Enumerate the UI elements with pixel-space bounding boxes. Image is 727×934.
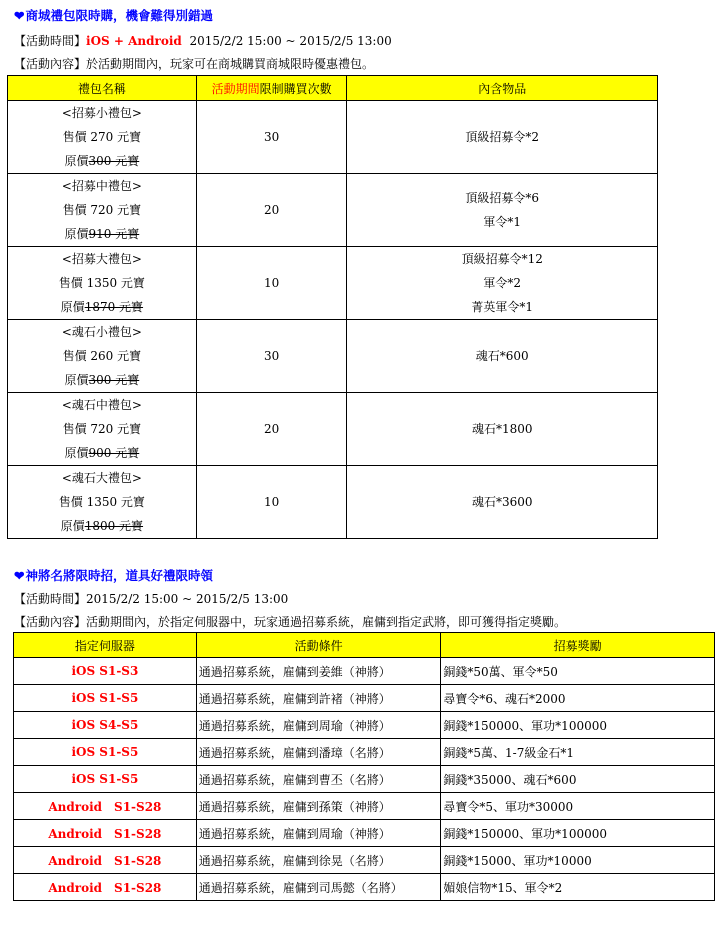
section1-content: 【活動內容】於活動期間內，玩家可在商城購買商城限時優惠禮包。	[14, 57, 375, 71]
purchase-limit: 20	[196, 393, 347, 466]
server-range: iOS S1-S5	[14, 685, 197, 712]
pack-item: 魂石*600	[475, 349, 529, 363]
original-price-value: 910 元寶	[88, 227, 140, 241]
recruit-condition: 通過招募系統，雇傭到周瑜（神將）	[196, 712, 441, 739]
purchase-limit: 10	[196, 466, 347, 539]
pack-original-price	[8, 368, 196, 392]
pack-items-cell	[347, 320, 658, 393]
pack-info-cell	[8, 174, 197, 247]
pack-info-cell	[8, 466, 197, 539]
pack-items-cell	[347, 174, 658, 247]
pack-info-cell	[8, 320, 197, 393]
server-range: iOS S1-S3	[14, 658, 197, 685]
gift-table-row	[8, 466, 658, 539]
pack-info-cell	[8, 247, 197, 320]
gift-table-row	[8, 393, 658, 466]
recruit-reward: 銅錢*5萬、1-7級金石*1	[441, 739, 715, 766]
pack-sale-price: 售價 1350 元寶	[58, 495, 145, 509]
original-price-prefix: 原價	[64, 446, 89, 460]
platform-label: iOS + Android	[86, 34, 182, 48]
gift-table-row	[8, 320, 658, 393]
reward-table-header	[14, 633, 715, 658]
pack-name: <魂石中禮包>	[61, 398, 142, 412]
gift-table-row	[8, 247, 658, 320]
pack-name: <招募小禮包>	[61, 106, 142, 120]
pack-items-cell	[347, 247, 658, 320]
pack-name: <招募中禮包>	[61, 179, 142, 193]
section2-title: ❤神將名將限時招，道具好禮限時領	[14, 568, 213, 583]
reward-table-row	[14, 847, 715, 874]
pack-info-cell	[8, 393, 197, 466]
pack-sale-price: 售價 270 元寶	[62, 130, 142, 144]
recruit-reward: 尋寶令*6、魂石*2000	[441, 685, 715, 712]
original-price-prefix: 原價	[60, 519, 85, 533]
original-price-value: 1870 元寶	[84, 300, 144, 314]
section1-title: ❤商城禮包限時購，機會難得別錯過	[14, 8, 213, 23]
original-price-value: 300 元寶	[88, 373, 140, 387]
reward-table-row	[14, 658, 715, 685]
header-server: 指定伺服器	[14, 633, 197, 658]
section1-time: 【活動時間】iOS + Android 2015/2/2 15:00 ~ 2015/2/5 13:00	[14, 34, 392, 48]
pack-original-price	[8, 514, 196, 538]
purchase-limit: 10	[196, 247, 347, 320]
pack-name: <魂石大禮包>	[61, 471, 142, 485]
header-limit: 活動期間限制購買次數	[196, 76, 347, 101]
pack-items-cell	[347, 393, 658, 466]
pack-item: 頂級招募令*6	[465, 191, 540, 205]
original-price-prefix: 原價	[64, 227, 89, 241]
recruit-condition: 通過招募系統，雇傭到姜維（神將）	[196, 658, 441, 685]
pack-original-price	[8, 295, 196, 319]
recruit-condition: 通過招募系統，雇傭到潘璋（名將）	[196, 739, 441, 766]
pack-item: 菁英軍令*1	[471, 300, 534, 314]
pack-item: 軍令*1	[483, 215, 522, 229]
pack-info-cell	[8, 101, 197, 174]
pack-item: 軍令*2	[483, 276, 522, 290]
recruit-condition: 通過招募系統，雇傭到曹丕（名將）	[196, 766, 441, 793]
pack-sale-price: 售價 1350 元寶	[58, 276, 145, 290]
reward-table-row	[14, 685, 715, 712]
reward-table-row	[14, 766, 715, 793]
original-price-prefix: 原價	[64, 373, 89, 387]
section2-content: 【活動內容】活動期間內，於指定伺服器中，玩家通過招募系統，雇傭到指定武將，即可獲得指定獎勵。	[14, 615, 567, 629]
pack-original-price	[8, 149, 196, 173]
pack-name: <魂石小禮包>	[61, 325, 142, 339]
header-items: 內含物品	[347, 76, 658, 101]
recruit-condition: 通過招募系統，雇傭到孫策（神將）	[196, 793, 441, 820]
pack-item: 魂石*3600	[471, 495, 533, 509]
reward-table-row	[14, 712, 715, 739]
header-condition: 活動條件	[196, 633, 441, 658]
recruit-condition: 通過招募系統，雇傭到許褚（神將）	[196, 685, 441, 712]
pack-original-price	[8, 441, 196, 465]
section2-time: 【活動時間】2015/2/2 15:00 ~ 2015/2/5 13:00	[14, 592, 289, 606]
recruit-reward: 尋寶令*5、軍功*30000	[441, 793, 715, 820]
purchase-limit: 30	[196, 320, 347, 393]
recruit-reward: 銅錢*150000、軍功*100000	[441, 820, 715, 847]
original-price-value: 1800 元寶	[84, 519, 144, 533]
original-price-value: 300 元寶	[88, 154, 140, 168]
reward-table-row	[14, 793, 715, 820]
server-range: Android S1-S28	[14, 874, 197, 901]
recruit-reward: 銅錢*15000、軍功*10000	[441, 847, 715, 874]
server-range: Android S1-S28	[14, 820, 197, 847]
server-range: Android S1-S28	[14, 847, 197, 874]
gift-table-row	[8, 101, 658, 174]
header-pack-name: 禮包名稱	[8, 76, 197, 101]
gift-pack-table	[7, 75, 658, 539]
original-price-value: 900 元寶	[88, 446, 140, 460]
recruit-condition: 通過招募系統，雇傭到徐晃（名將）	[196, 847, 441, 874]
pack-item: 頂級招募令*12	[461, 252, 543, 266]
pack-sale-price: 售價 720 元寶	[62, 203, 142, 217]
pack-items-cell	[347, 466, 658, 539]
recruit-reward-table	[13, 632, 715, 901]
original-price-prefix: 原價	[64, 154, 89, 168]
pack-sale-price: 售價 260 元寶	[62, 349, 142, 363]
reward-table-row	[14, 820, 715, 847]
original-price-prefix: 原價	[60, 300, 85, 314]
gift-table-row	[8, 174, 658, 247]
recruit-reward: 銅錢*150000、軍功*100000	[441, 712, 715, 739]
heart-icon: ❤	[14, 8, 25, 23]
server-range: iOS S1-S5	[14, 739, 197, 766]
reward-table-row	[14, 739, 715, 766]
purchase-limit: 20	[196, 174, 347, 247]
server-range: iOS S1-S5	[14, 766, 197, 793]
pack-item: 魂石*1800	[471, 422, 533, 436]
heart-icon: ❤	[14, 568, 25, 583]
pack-name: <招募大禮包>	[61, 252, 142, 266]
pack-sale-price: 售價 720 元寶	[62, 422, 142, 436]
recruit-condition: 通過招募系統，雇傭到周瑜（神將）	[196, 820, 441, 847]
purchase-limit: 30	[196, 101, 347, 174]
server-range: Android S1-S28	[14, 793, 197, 820]
recruit-reward: 媚娘信物*15、軍令*2	[441, 874, 715, 901]
recruit-reward: 銅錢*50萬、軍令*50	[441, 658, 715, 685]
pack-items-cell	[347, 101, 658, 174]
recruit-reward: 銅錢*35000、魂石*600	[441, 766, 715, 793]
server-range: iOS S4-S5	[14, 712, 197, 739]
reward-table-row	[14, 874, 715, 901]
gift-table-header	[8, 76, 658, 101]
pack-item: 頂級招募令*2	[465, 130, 540, 144]
pack-original-price	[8, 222, 196, 246]
recruit-condition: 通過招募系統，雇傭到司馬懿（名將）	[196, 874, 441, 901]
header-reward: 招募獎勵	[441, 633, 715, 658]
